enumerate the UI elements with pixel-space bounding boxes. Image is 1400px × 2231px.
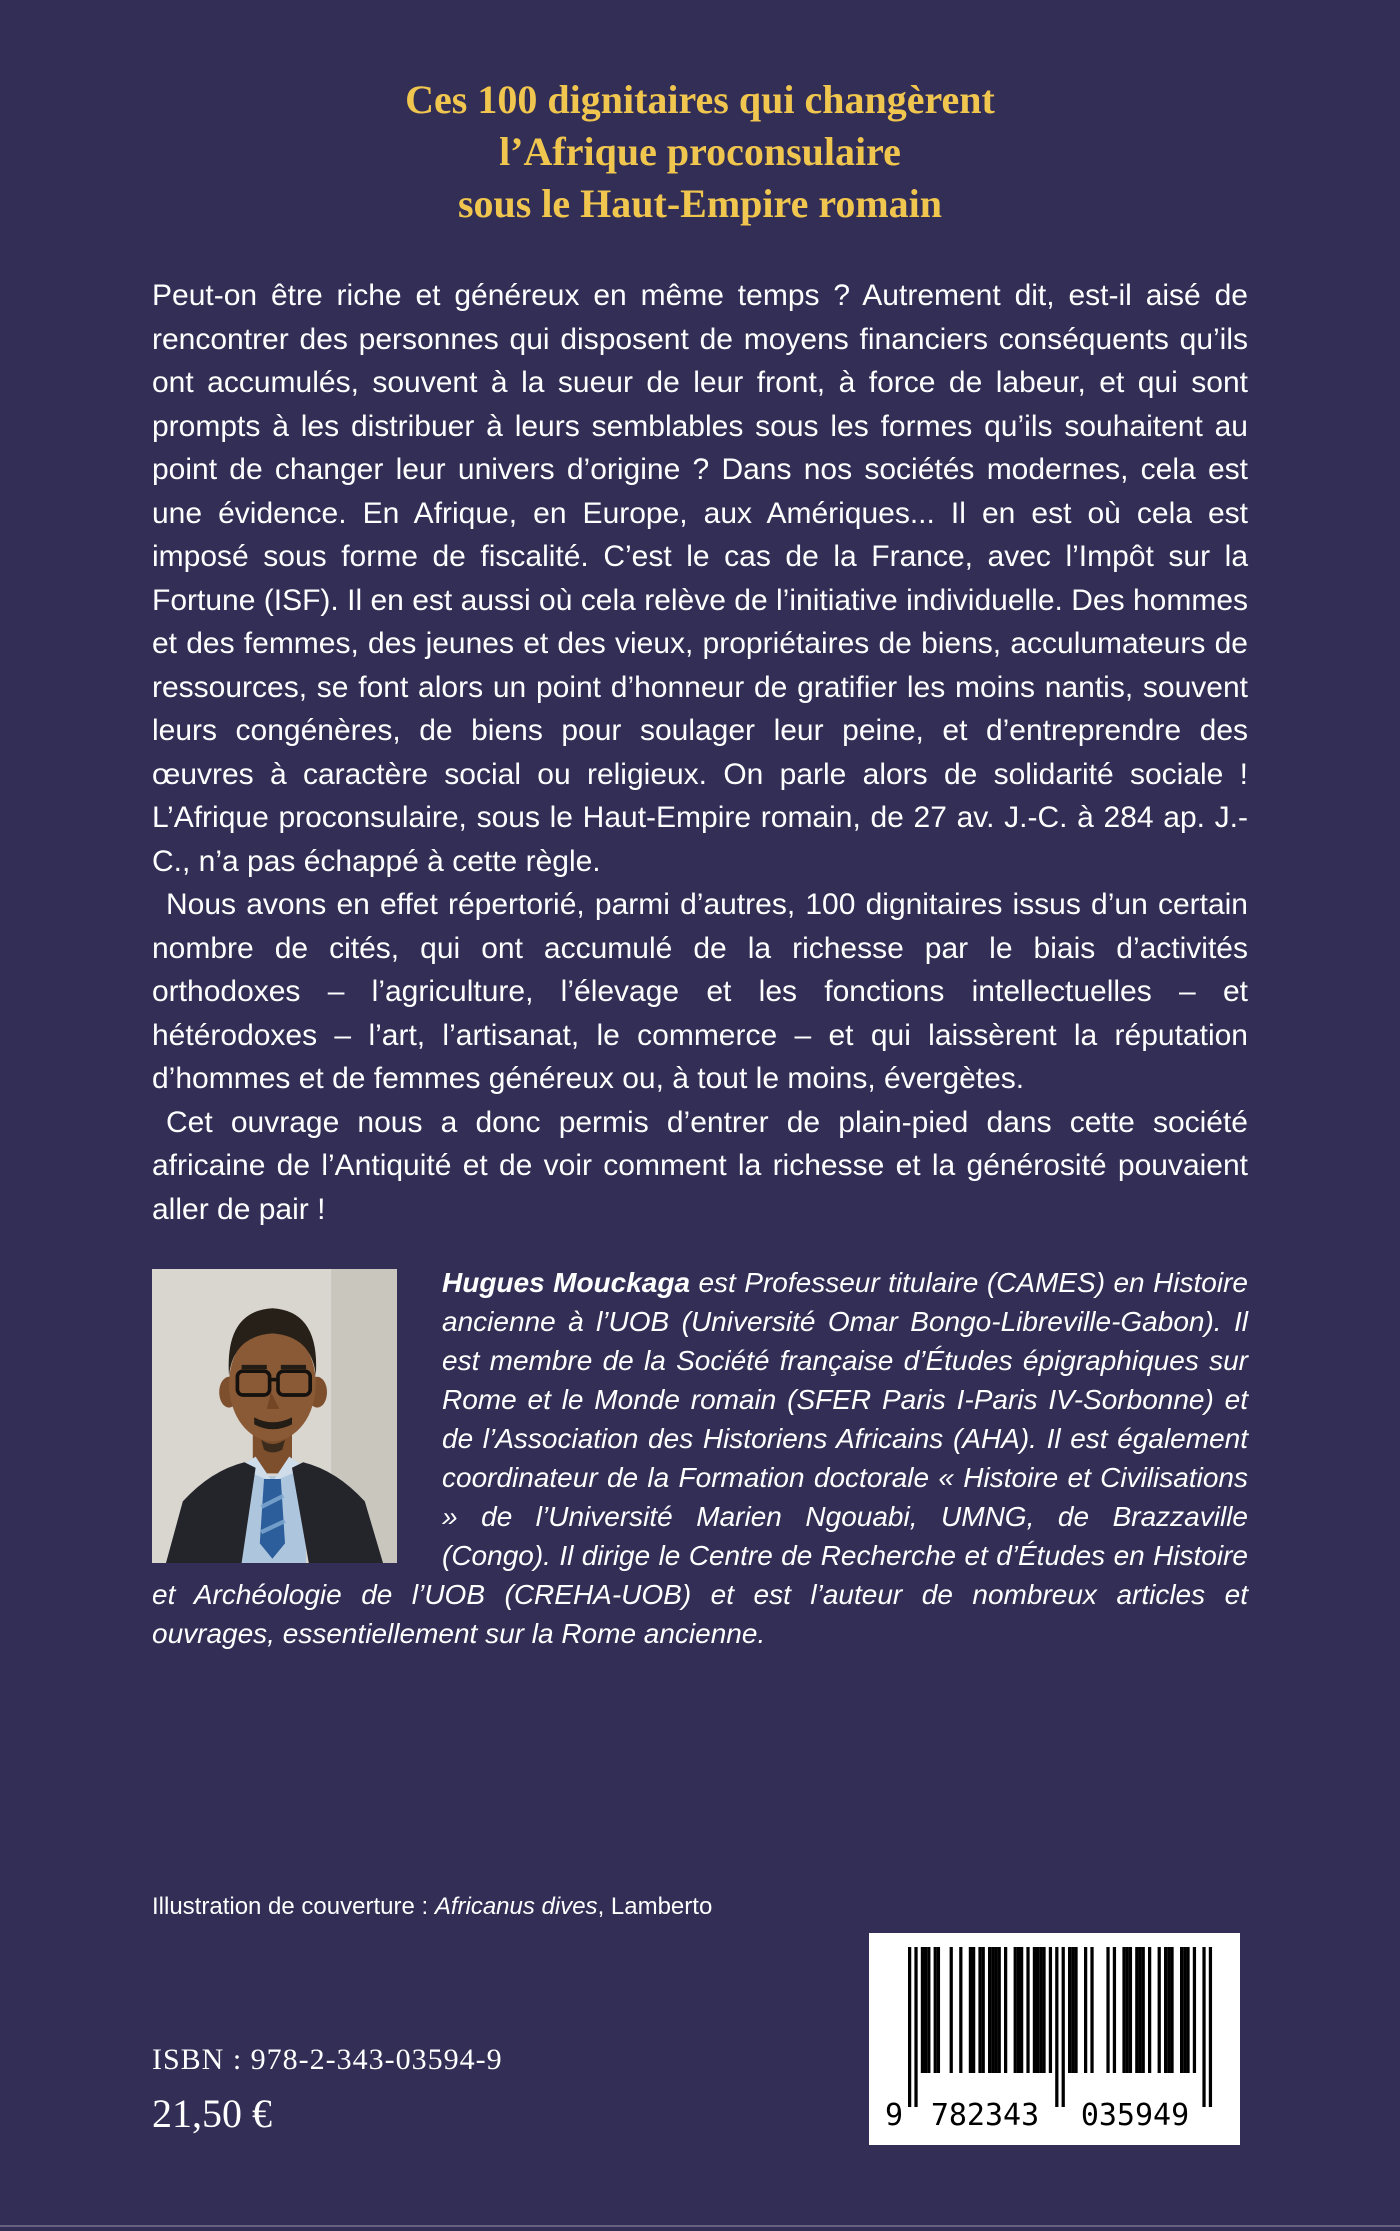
price-label: 21,50 € [152, 2091, 272, 2136]
isbn-label: ISBN : 978-2-343-03594-9 [152, 2043, 503, 2076]
author-bio-body: est Professeur titulaire (CAMES) en Histoire ancienne à l’UOB (Université Omar Bongo-Libreville-Gabon). Il est membre de la Société française d’Études épigraphiques sur Rome et le Monde romain (SFER Paris I-Paris IV-Sorbonne) et de l’Association des Historiens Africains (AHA). Il est également coordinateur de la Formation doctorale « Histoire et Civilisations » de l’Université Marien Ngouabi, UMNG, de Brazzaville (Congo). Il dirige le Centre de Recherche et d’Études en Histoire et Archéologie de l’UOB (CREHA-UOB) et est l’auteur de nombreux articles et ouvrages, essentiellement sur la Rome ancienne. [152, 1267, 1248, 1649]
synopsis [152, 274, 1248, 1231]
barcode-svg [882, 1947, 1228, 2131]
author-bio-section [152, 1263, 1248, 1653]
svg-text:9: 9 [884, 2098, 903, 2131]
credit-suffix: , Lamberto [597, 1893, 713, 1920]
title-line-3: sous le Haut-Empire romain [457, 181, 943, 226]
page-edge [0, 2225, 1400, 2227]
svg-text:782343: 782343 [930, 2098, 1039, 2131]
synopsis-paragraph-2: Nous avons en effet répertorié, parmi d’autres, 100 dignitaires issus d’un certain nombre de cités, qui ont accumulé de la richesse par le biais d’activités orthodoxes – l’agriculture, l’élevage et les fonctions intellectuelles – et hétérodoxes – l’art, l’artisanat, le commerce – et qui laissèrent la réputation d’hommes et de femmes généreux ou, à tout le moins, évergètes. [152, 888, 1248, 1095]
cover-illustration-credit [152, 1893, 712, 1921]
author-name: Hugues Mouckaga [442, 1267, 691, 1298]
barcode [869, 1933, 1240, 2145]
credit-prefix: Illustration de couverture : [152, 1893, 435, 1920]
synopsis-paragraph-3: Cet ouvrage nous a donc permis d’entrer de plain-pied dans cette société africaine de l’Antiquité et de voir comment la richesse et la générosité pouvaient aller de pair ! [152, 1105, 1248, 1226]
title-line-1: Ces 100 dignitaires qui changèrent [405, 77, 995, 122]
book-title [0, 74, 1400, 230]
author-portrait-illustration [152, 1269, 397, 1563]
author-photo [152, 1269, 397, 1563]
title-line-2: l’Afrique proconsulaire [499, 129, 901, 174]
credit-work-title: Africanus dives [434, 1893, 598, 1920]
synopsis-paragraph-1: Peut-on être riche et généreux en même temps ? Autrement dit, est-il aisé de rencontrer des personnes qui disposent de moyens financiers conséquents qu’ils ont accumulés, souvent à la sueur de leur front, à force de labeur, et qui sont prompts à les distribuer à leurs semblables sous les formes qu’ils souhaitent au point de changer leur univers d’origine ? Dans nos sociétés modernes, cela est une évidence. En Afrique, en Europe, aux Amériques... Il en est où cela est imposé sous forme de fiscalité. C’est le cas de la France, avec l’Impôt sur la Fortune (ISF). Il en est aussi où cela relève de l’initiative individuelle. Des hommes et des femmes, des jeunes et des vieux, propriétaires de biens, acculumateurs de ressources, se font alors un point d’honneur de gratifier les moins nantis, souvent leurs congénères, de biens pour soulager leur peine, et d’entreprendre des œuvres à caractère social ou religieux. On parle alors de solidarité sociale ! L’Afrique proconsulaire, sous le Haut-Empire romain, de 27 av. J.-C. à 284 ap. J.-C., n’a pas échappé à cette règle. [152, 279, 1248, 878]
svg-text:035949: 035949 [1080, 2098, 1189, 2131]
